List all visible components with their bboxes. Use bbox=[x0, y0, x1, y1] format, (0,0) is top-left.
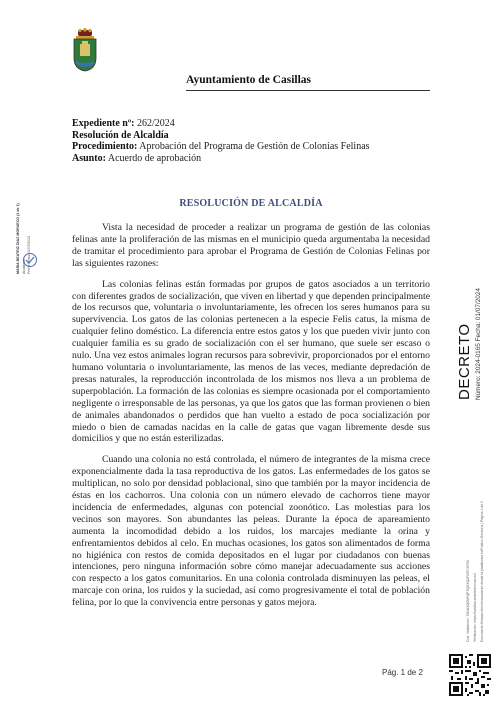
validation-strip bbox=[462, 430, 492, 642]
paragraph-uncontrolled: Cuando una colonia no está controlada, el número de integrantes de la misma crece exponencialmente dada la tasa reproductiva de los gatos. Las enfermedades de los gatos se multiplican, no solo por densidad poblacional, sino que también por la mayor incidencia de éstas en los cachorros. Una colonia con un número elevado de cachorros tiene mayor incidencia de enfermedades, algunas con potencial zoonótico. Las molestias para los vecinos son mayores. Son abundantes las peleas. Durante la época de apareamiento aumenta la incomodidad debido a los ruidos, los marcajes mediante la orina y enfrentamientos debidos al celo. En muchas ocasiones, los gatos son alimentados de forma no higiénica con restos de comida depositados en el lugar por ciudadanos con buenas intenciones, pero ninguna información sobre cómo manejar adecuadamente sus acciones con respecto a los gatos comunitarios. En una colonia controlada disminuyen las peleas, el marcaje con orina, los ruidos y la suciedad, así como progresivamente el total de población felina, por lo que la convivencia entre personas y gatos mejora. bbox=[72, 454, 430, 609]
decreto-label: DECRETO bbox=[456, 323, 473, 400]
validation-code: Cód. Validación: 7SHAXQ5NFQP7QSXQ2FCRYXP3S bbox=[466, 560, 470, 642]
resolucion-row: Resolución de Alcaldía bbox=[72, 129, 169, 141]
paragraph-intro: Vista la necesidad de proceder a realizar un programa de gestión de las colonias felinas ante la proliferación de las mismas en el municipio queda argumentaba la necesidad de tramitar el procedimiento para aprobar el Programa de Gestión de Colonias Felinas por las siguientes razones: bbox=[72, 222, 430, 269]
section-title: RESOLUCIÓN DE ALCALDÍA bbox=[179, 198, 323, 209]
file-metadata bbox=[72, 118, 370, 164]
decreto-number-date: Número: 2024-0165 Fecha: 01/07/2024 bbox=[475, 288, 482, 400]
signer-role: Alcaldesa bbox=[22, 259, 26, 274]
coat-of-arms-icon bbox=[70, 28, 100, 72]
expediente-row: Expediente nº: 262/2024 bbox=[72, 118, 175, 129]
signature-seal-icon bbox=[22, 252, 38, 268]
platform-note: Documento firmado electrónicamente desde la plataforma esPublico Gestiona | Página 1 de 2 bbox=[480, 501, 484, 642]
verification-url: Verificación: https://casillas.sedelectronica.es/ bbox=[473, 573, 477, 642]
signature-date: Fecha Firma: 01/07/2024 bbox=[27, 236, 31, 274]
header-divider bbox=[186, 90, 430, 91]
document-body bbox=[72, 222, 430, 618]
procedimiento-row: Procedimiento: Aprobación del Programa de Gestión de Colonias Felinas bbox=[72, 141, 370, 152]
paragraph-colonies: Las colonias felinas están formadas por grupos de gatos asociados a un territorio con diferentes grados de socialización, que viven en libertad y que dependen principalmente de los recursos que, voluntaria o involuntariamente, les ofrecen los seres humanos para su supervivencia. Los gatos de las colonias pertenecen a la especie Felis catus, la misma de cualquier felino doméstico. La diferencia entre estos gatos y los que pueden vivir junto con cualquier familia es su grado de socialización con el ser humano, que suele ser escaso o nulo. Una vez estos animales logran recursos para sobrevivir, proporcionados por el entorno humano voluntaria o involuntariamente, las menos de las veces, mediante depredación de presas naturales, la reproducción incontrolada de los mismos nos lleva a un problema de superpoblación. La formación de las colonias es siempre ocasionada por el comportamiento negligente o irresponsable de las personas, ya que los gatos que las forman provienen o bien de animales abandonados o perdidos que han vuelto a estado de poca socialización por miedo o bien de camadas nacidas en la calle de gatas que vagan libremente desde sus domicilios y que no están esterilizadas. bbox=[72, 278, 430, 445]
asunto-row: Asunto: Acuerdo de aprobación bbox=[72, 152, 202, 164]
qr-code-icon bbox=[449, 654, 491, 696]
organization-title: Ayuntamiento de Casillas bbox=[186, 74, 312, 86]
page-number: Pág. 1 de 2 bbox=[382, 668, 423, 677]
decreto-stamp bbox=[448, 250, 492, 400]
signer-name: MARIA BEATRIZ DIAZ MORUECO (1 de 1) bbox=[16, 203, 20, 274]
